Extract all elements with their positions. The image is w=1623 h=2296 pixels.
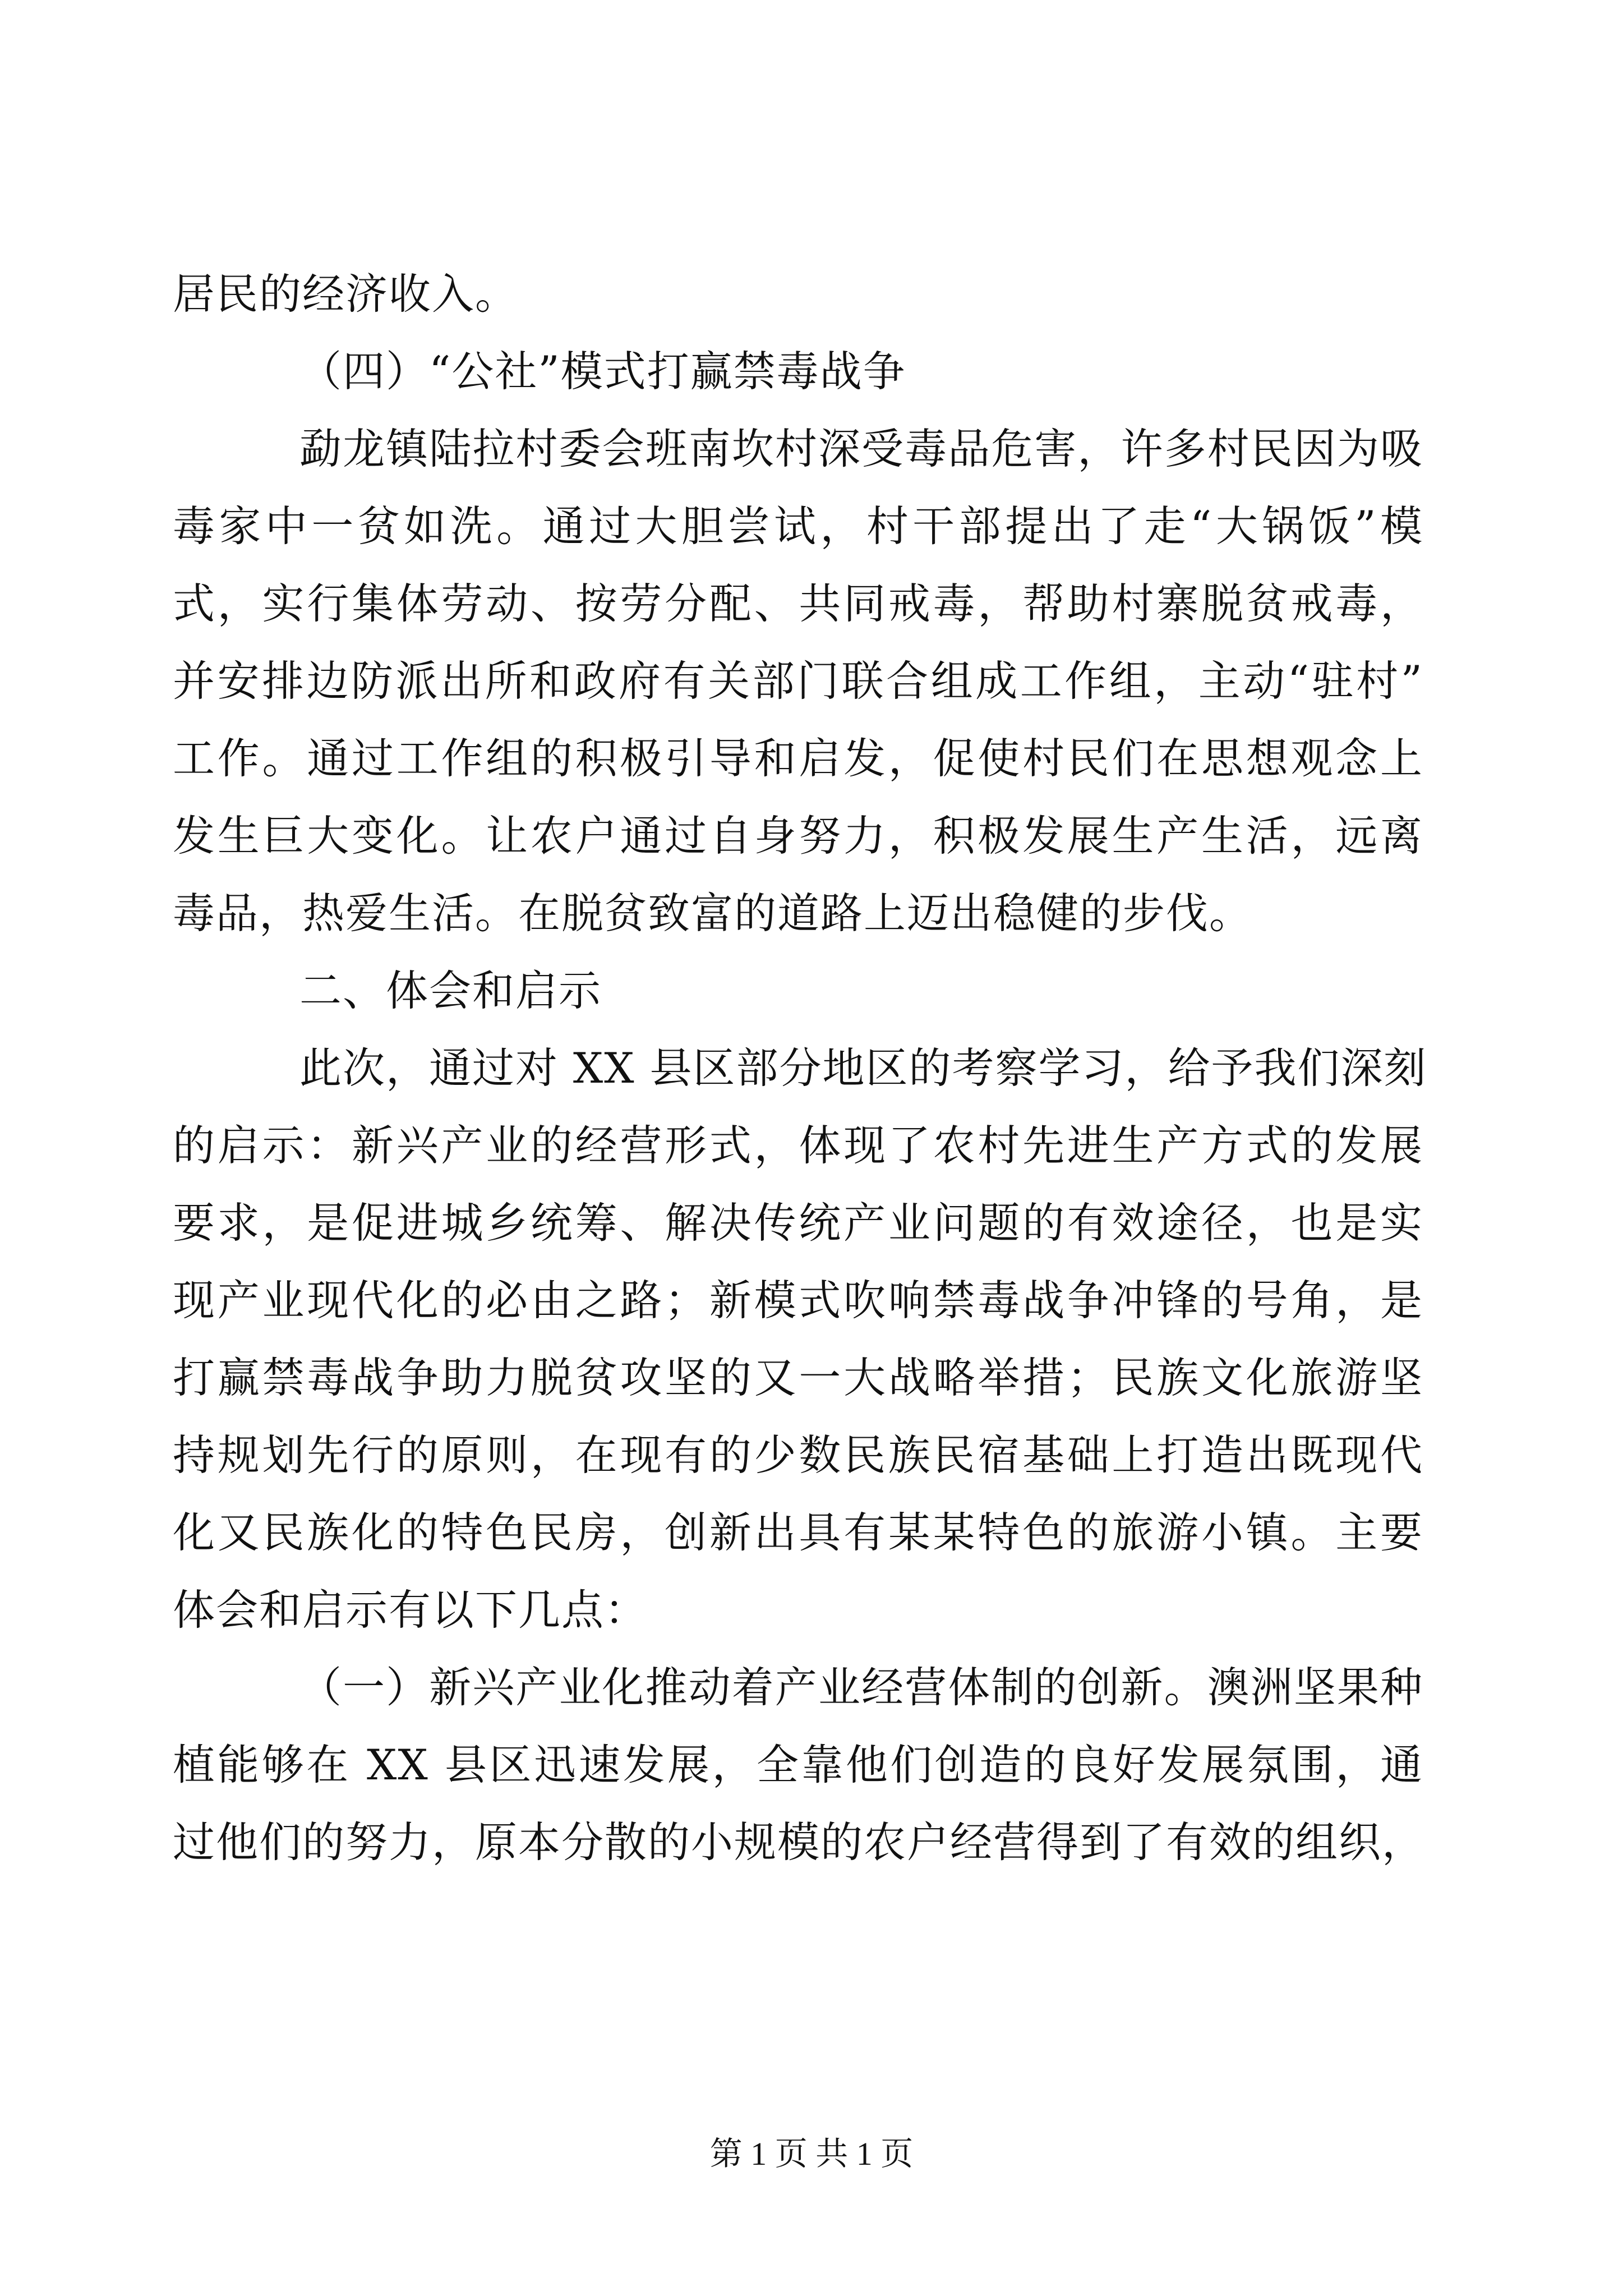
document-body: [173, 255, 1427, 1881]
text-line: 毒家中一贫如洗。通过大胆尝试，村干部提出了走“大锅饭”模: [173, 501, 1423, 551]
text-line: 毒品，热爱生活。在脱贫致富的道路上迈出稳健的步伐。: [173, 889, 1253, 938]
text-line: 发生巨大变化。让农户通过自身努力，积极发展生产生活，远离: [173, 811, 1423, 861]
text-line: 工作。通过工作组的积极引导和启发，促使村民们在思想观念上: [173, 734, 1423, 783]
text-line: 勐龙镇陆拉村委会班南坎村深受毒品危害，许多村民因为吸: [299, 424, 1423, 473]
text-line: 并安排边防派出所和政府有关部门联合组成工作组，主动“驻村”: [173, 656, 1423, 706]
text-line: 持规划先行的原则，在现有的少数民族民宿基础上打造出既现代: [173, 1430, 1423, 1480]
text-line: 居民的经济收入。: [173, 269, 519, 319]
page-footer: 第 1 页 共 1 页: [709, 2136, 914, 2172]
text-line: 式，实行集体劳动、按劳分配、共同戒毒，帮助村寨脱贫戒毒，: [173, 579, 1423, 628]
text-line: 此次，通过对 XX 县区部分地区的考察学习，给予我们深刻: [299, 1043, 1427, 1093]
text-line: 现产业现代化的必由之路；新模式吹响禁毒战争冲锋的号角，是: [173, 1276, 1423, 1325]
text-line: 植能够在 XX 县区迅速发展，全靠他们创造的良好发展氛围，通: [173, 1740, 1423, 1789]
text-line: 体会和启示有以下几点：: [173, 1585, 648, 1635]
text-line: 要求，是促进城乡统筹、解决传统产业问题的有效途径，也是实: [173, 1198, 1423, 1248]
text-line: 化又民族化的特色民房，创新出具有某某特色的旅游小镇。主要: [173, 1508, 1423, 1557]
text-line: （一）新兴产业化推动着产业经营体制的创新。澳洲坚果种: [299, 1663, 1423, 1712]
text-line: （四）“公社”模式打赢禁毒战争: [299, 347, 906, 396]
text-line: 二、体会和启示: [299, 966, 602, 1015]
text-line: 的启示：新兴产业的经营形式，体现了农村先进生产方式的发展: [173, 1121, 1423, 1170]
text-line: 过他们的努力，原本分散的小规模的农户经营得到了有效的组织，: [173, 1818, 1426, 1867]
text-line: 打赢禁毒战争助力脱贫攻坚的又一大战略举措；民族文化旅游坚: [173, 1353, 1423, 1402]
